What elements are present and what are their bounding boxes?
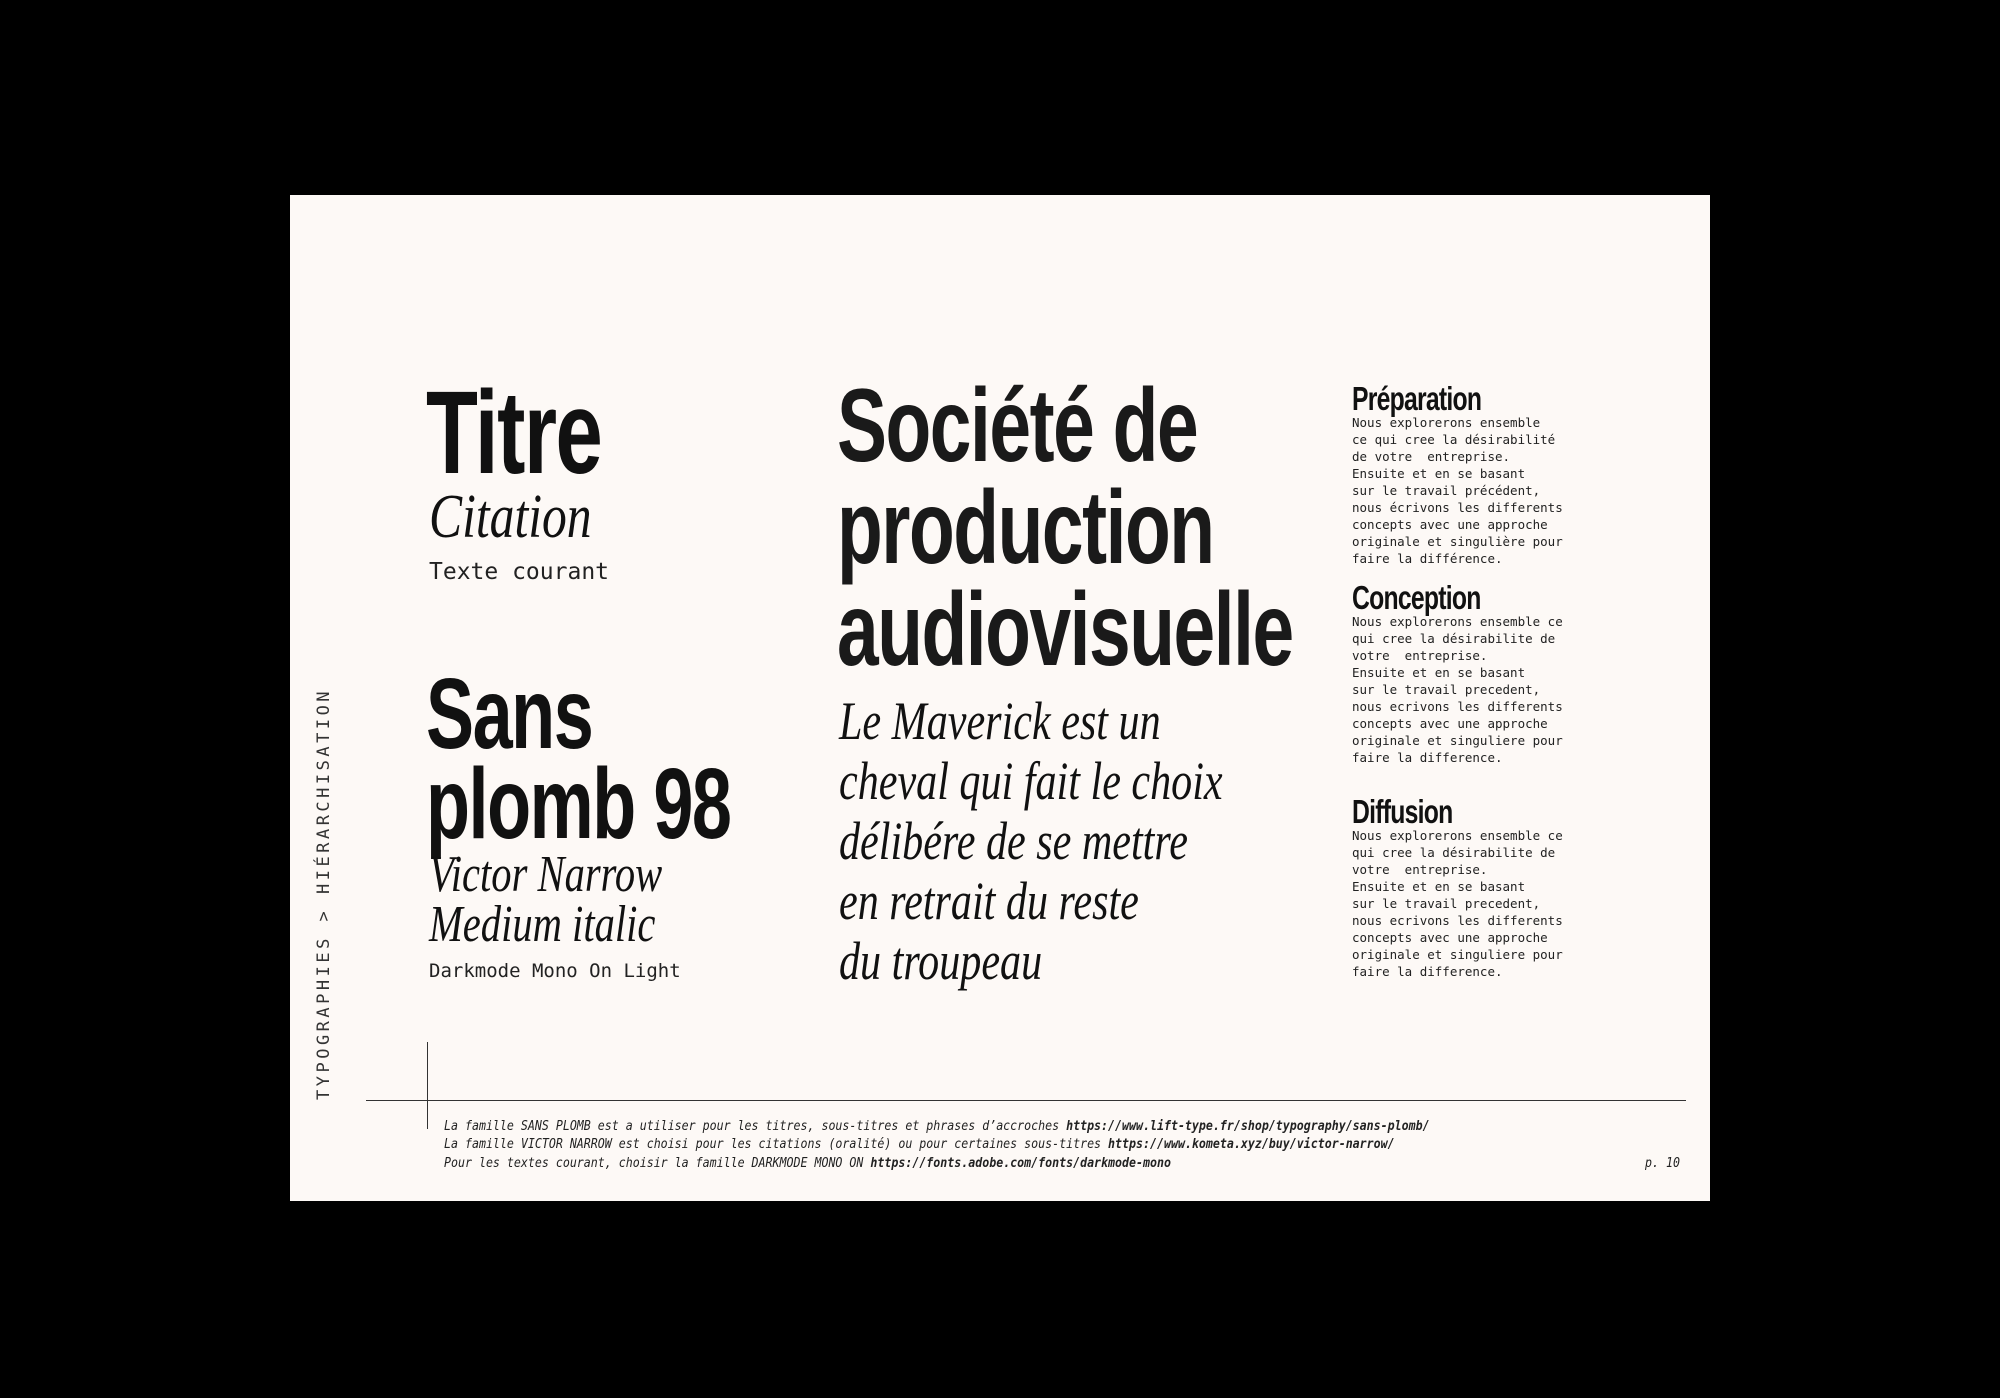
quote-line: en retrait du reste	[839, 871, 1139, 931]
sample-darkmode: Darkmode Mono On Light	[429, 960, 681, 982]
horizontal-rule	[366, 1100, 1686, 1101]
footer-line	[444, 1118, 1430, 1134]
sample-titre: Titre	[426, 367, 602, 499]
footer-text: La famille SANS PLOMB est a utiliser pour les titres, sous-titres et phrases d’accroches	[444, 1118, 1067, 1134]
heading-line-2: production	[837, 470, 1214, 586]
sample-sans: Sans	[426, 658, 593, 770]
document-page	[290, 195, 1710, 1201]
section-title-diffusion: Diffusion	[1352, 793, 1453, 830]
footer-link[interactable]: https://www.lift-type.fr/shop/typography/sans-plomb/	[1066, 1118, 1430, 1134]
vertical-rule	[427, 1042, 428, 1129]
quote-line: Le Maverick est un	[839, 691, 1161, 751]
quote-line: du troupeau	[839, 931, 1043, 991]
heading-line-3: audiovisuelle	[837, 572, 1293, 688]
sample-plomb: plomb 98	[426, 748, 731, 860]
sample-citation: Citation	[429, 483, 592, 551]
quote-line: cheval qui fait le choix	[839, 751, 1223, 811]
footer-text: Pour les textes courant, choisir la famille DARKMODE MONO ON	[444, 1155, 871, 1171]
footer-line	[444, 1155, 1171, 1171]
section-body-diffusion: Nous explorerons ensemble ce qui cree la désirabilite de votre entreprise. Ensuite et en se basant sur le travail precedent, nous ecrivons les differents concepts avec une approche originale et singuliere pour faire la difference.	[1352, 828, 1563, 979]
sample-texte-courant: Texte courant	[429, 559, 610, 585]
heading-line-1: Société de	[837, 368, 1198, 484]
section-body-conception: Nous explorerons ensemble ce qui cree la désirabilite de votre entreprise. Ensuite et en se basant sur le travail precedent, nous ecrivons les differents concepts avec une approche originale et singuliere pour faire la difference.	[1352, 614, 1563, 765]
footer-link[interactable]: https://www.kometa.xyz/buy/victor-narrow/	[1108, 1136, 1395, 1152]
footer-text: La famille VICTOR NARROW est choisi pour les citations (oralité) ou pour certaines sous-titres	[444, 1136, 1109, 1152]
sample-medium-italic: Medium italic	[429, 896, 656, 953]
section-title-conception: Conception	[1352, 579, 1481, 616]
section-title-preparation: Préparation	[1352, 380, 1482, 417]
section-label: TYPOGRAPHIES > HIÉRARCHISATION	[314, 687, 334, 1100]
footer-link[interactable]: https://fonts.adobe.com/fonts/darkmode-mono	[870, 1155, 1171, 1171]
sample-victor: Victor Narrow	[429, 846, 663, 903]
section-body-preparation: Nous explorerons ensemble ce qui cree la désirabilité de votre entreprise. Ensuite et en se basant sur le travail précédent, nous écrivons les differents concepts avec une approche originale et singulière pour faire la différence.	[1352, 415, 1563, 566]
page-number: p. 10	[1645, 1155, 1680, 1171]
footer-line	[444, 1136, 1395, 1152]
quote-line: délibére de se mettre	[839, 811, 1188, 871]
